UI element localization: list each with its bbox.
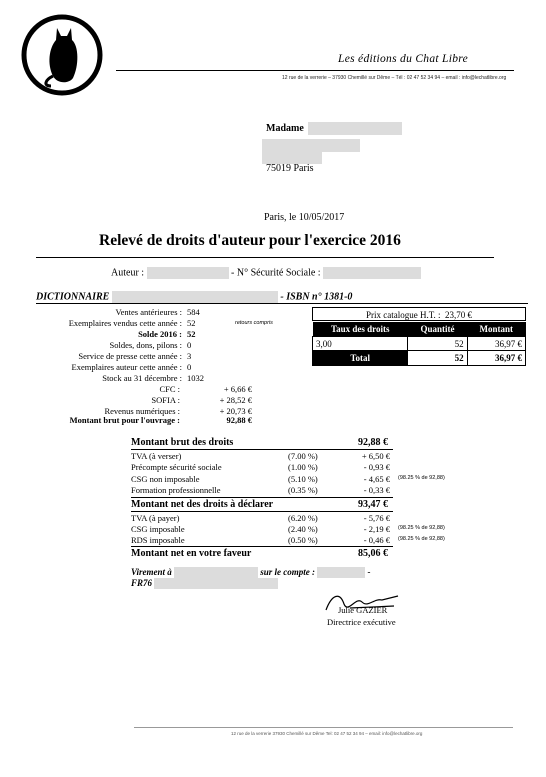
redacted-author [147, 267, 229, 279]
redacted-iban [154, 578, 278, 589]
tax-label: CSG imposable [131, 524, 185, 534]
header-address: 12 rue de la verrerie – 37930 Chemillé sur Dême – Tél : 02 47 52 34 94 – email : info@lechatlibre.org [282, 75, 507, 81]
net-favor-label: Montant net en votre faveur [131, 548, 252, 559]
stat-value: 52 [187, 318, 196, 328]
signatory-role: Directrice exécutive [327, 617, 396, 627]
stat-label: Solde 2016 : [138, 329, 182, 339]
tax-value: - 0,46 € [363, 535, 390, 545]
stat-value: 0 [187, 340, 192, 350]
summary-divider [131, 546, 393, 547]
income-label: Revenus numériques : [104, 406, 180, 416]
col-header: Taux des droits [313, 322, 408, 337]
footer-divider [134, 727, 513, 728]
income-label: CFC : [159, 384, 180, 394]
book-line [36, 291, 352, 303]
header-divider [116, 70, 514, 71]
brut-value: 92,88 € [358, 437, 388, 448]
tax-label: RDS imposable [131, 535, 185, 545]
iban-line: FR76 [131, 578, 278, 589]
document-title: Relevé de droits d'auteur pour l'exercice 2016 [99, 232, 401, 249]
stat-value: 584 [187, 307, 200, 317]
author-line [111, 267, 421, 279]
tax-rate: (0.50 %) [288, 535, 318, 545]
deduction-value: - 0,93 € [363, 462, 390, 472]
redacted-account [317, 567, 365, 578]
publisher-brand: Les éditions du Chat Libre [338, 53, 469, 65]
total-qty: 52 [408, 351, 467, 366]
redacted-title [112, 291, 278, 303]
deduction-rate: (7.00 %) [288, 451, 318, 461]
title-divider [36, 257, 494, 258]
summary-divider [131, 511, 393, 512]
deduction-value: - 4,65 € [363, 474, 390, 484]
tax-rate: (6.20 %) [288, 513, 318, 523]
redacted-name [308, 122, 402, 135]
retours-note: retours compris [235, 320, 273, 326]
redacted-ss [323, 267, 421, 279]
stat-label: Ventes antérieures : [115, 307, 182, 317]
deduction-value: + 6,50 € [361, 451, 390, 461]
book-prefix: DICTIONNAIRE [36, 291, 110, 303]
brut-label: Montant brut des droits [131, 437, 234, 448]
stat-value: 52 [187, 329, 196, 339]
deduction-rate: (1.00 %) [288, 462, 318, 472]
tax-rate: (2.40 %) [288, 524, 318, 534]
stat-value: 1032 [187, 373, 204, 383]
footer-address: 12 rue de la verrerie 37930 Chemillé sur Dême Tel: 02 47 52 34 94 – email: info@lechatlibre.org [231, 731, 423, 736]
catalogue-price: Prix catalogue H.T. : 23,70 € [312, 307, 526, 321]
book-isbn: - ISBN n° 1381-0 [280, 291, 353, 303]
ss-label: - N° Sécurité Sociale : [231, 267, 321, 279]
recipient-city: 75019 Paris [266, 163, 314, 174]
col-header: Quantité [408, 322, 467, 337]
deduction-label: Précompte sécurité sociale [131, 462, 222, 472]
recipient-salutation: Madame [266, 122, 402, 135]
tax-value: - 2,19 € [363, 524, 390, 534]
stat-value: 0 [187, 362, 192, 372]
net-declare-label: Montant net des droits à déclarer [131, 499, 274, 510]
tax-note: (98.25 % de 92,88) [398, 536, 445, 542]
stat-label: Exemplaires vendus cette année : [68, 318, 182, 328]
deduction-rate: (5.10 %) [288, 474, 318, 484]
deduction-label: TVA (à verser) [131, 451, 182, 461]
net-favor-value: 85,06 € [358, 548, 388, 559]
deduction-value: - 0,33 € [363, 485, 390, 495]
income-value: + 28,52 € [219, 395, 252, 405]
signatory-name: Julie GAZIER [338, 605, 388, 615]
deduction-label: Formation professionnelle [131, 485, 221, 495]
redacted-payee [174, 567, 258, 578]
author-label: Auteur : [111, 267, 145, 279]
stat-label: Soldes, dons, pilons : [109, 340, 182, 350]
income-label: SOFIA : [151, 395, 180, 405]
col-header: Montant [467, 322, 525, 337]
book-divider [36, 303, 528, 304]
stat-label: Exemplaires auteur cette année : [71, 362, 182, 372]
amount-cell: 36,97 € [467, 337, 525, 351]
summary-divider [131, 449, 393, 450]
total-label: Total [313, 351, 408, 366]
rate-cell: 3,00 [313, 337, 408, 351]
summary-divider [131, 497, 393, 498]
brut-total-label: Montant brut pour l'ouvrage : [69, 415, 180, 425]
tax-value: - 5,76 € [363, 513, 390, 523]
income-value: + 6,66 € [223, 384, 252, 394]
deduction-label: CSG non imposable [131, 474, 200, 484]
income-value: + 20,73 € [219, 406, 252, 416]
cat-logo-icon [21, 14, 103, 96]
document-date: Paris, le 10/05/2017 [264, 212, 345, 223]
stat-value: 3 [187, 351, 192, 361]
stat-label: Service de presse cette année : [78, 351, 182, 361]
tax-label: TVA (à payer) [131, 513, 180, 523]
deduction-note: (98.25 % de 92,88) [398, 475, 445, 481]
total-amount: 36,97 € [467, 351, 525, 366]
brut-total-value: 92,88 € [226, 415, 252, 425]
catalogue-table [312, 322, 526, 366]
qty-cell: 52 [408, 337, 467, 351]
stat-label: Stock au 31 décembre : [102, 373, 182, 383]
deduction-rate: (0.35 %) [288, 485, 318, 495]
payment-line: Virement à sur le compte : - [131, 567, 371, 577]
net-declare-value: 93,47 € [358, 499, 388, 510]
tax-note: (98.25 % de 92,88) [398, 525, 445, 531]
